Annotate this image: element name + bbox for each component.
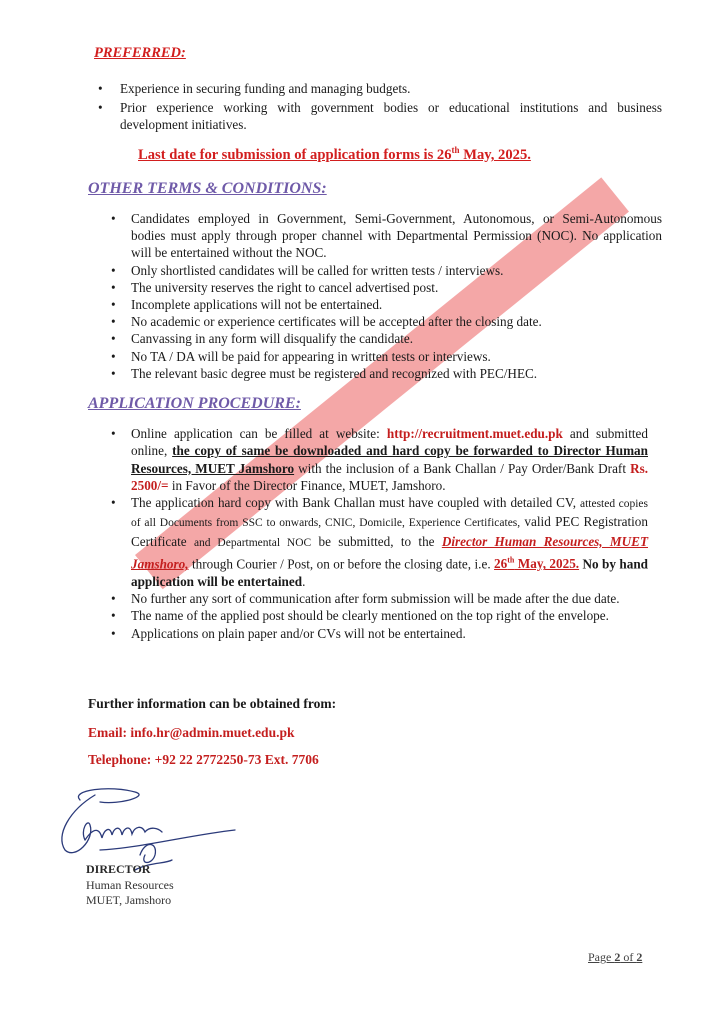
signatory-title: DIRECTOR	[86, 862, 151, 876]
preferred-heading: PREFERRED:	[94, 45, 186, 61]
list-item: • Experience in securing funding and managing budgets.	[98, 81, 411, 96]
list-item: • Only shortlisted candidates will be called for written tests / interviews.	[111, 262, 504, 278]
other-terms-list	[111, 210, 662, 382]
list-item: • Canvassing in any form will disqualify the candidate.	[111, 331, 414, 347]
list-item: • The name of the applied post should be clearly mentioned on the top right of the envelope.	[111, 608, 609, 624]
recruitment-link[interactable]: http://recruitment.muet.edu.pk	[386, 426, 563, 441]
preferred-list	[98, 80, 662, 136]
list-item: • The relevant basic degree must be registered and recognized with PEC/HEC.	[111, 365, 538, 381]
signatory-department: Human Resources	[86, 878, 174, 892]
list-item: • The application hard copy with Bank Challan must have coupled with detailed CV, attested copies of all Documents from SSC to onwards, CNIC, Domicile, Experience Certificates, valid PEC Registration Certificate and Departmental NOC be submitted, to the Director Human Resources, MUET Jamshoro, through Courier / Post, on or before the closing date, i.e. 26th May, 2025. No by hand application will be entertained.	[111, 495, 649, 589]
deadline-notice: Last date for submission of application forms is 26th May, 2025.	[138, 145, 531, 163]
list-item: • Applications on plain paper and/or CVs will not be entertained.	[111, 625, 466, 641]
telephone-contact: Telephone: +92 22 2772250-73 Ext. 7706	[88, 752, 319, 767]
list-item: • No further any sort of communication after form submission will be made after the due date.	[111, 591, 620, 607]
list-item: • Incomplete applications will not be entertained.	[111, 297, 383, 313]
further-info-label: Further information can be obtained from:	[88, 696, 337, 711]
list-item: • Candidates employed in Government, Semi-Government, Autonomous, or Semi-Autonomous bodies must apply through proper channel with Departmental Permission (NOC). No application will be entertained without the NOC.	[111, 211, 662, 261]
page-number: Page 2 of 2	[588, 950, 643, 964]
signatory-organization: MUET, Jamshoro	[86, 893, 172, 907]
list-item: • No academic or experience certificates will be accepted after the closing date.	[111, 314, 542, 330]
procedure-heading: APPLICATION PROCEDURE:	[88, 395, 301, 412]
other-terms-heading: OTHER TERMS & CONDITIONS:	[88, 180, 327, 197]
list-item: • Online application can be filled at website: http://recruitment.muet.edu.pk and submitted online, the copy of same be downloaded and hard copy be forwarded to Director Human Resources, MUET Jamshoro with the inclusion of a Bank Challan / Pay Order/Bank Draft Rs. 2500/= in Favor of the Director Finance, MUET, Jamshoro.	[111, 426, 649, 493]
list-item: • The university reserves the right to cancel advertised post.	[111, 279, 439, 295]
email-contact[interactable]: Email: info.hr@admin.muet.edu.pk	[88, 725, 295, 740]
list-item: • No TA / DA will be paid for appearing in written tests or interviews.	[111, 348, 491, 364]
procedure-list	[111, 425, 649, 642]
list-item: • Prior experience working with government bodies or educational institutions and business development initiatives.	[98, 100, 662, 133]
